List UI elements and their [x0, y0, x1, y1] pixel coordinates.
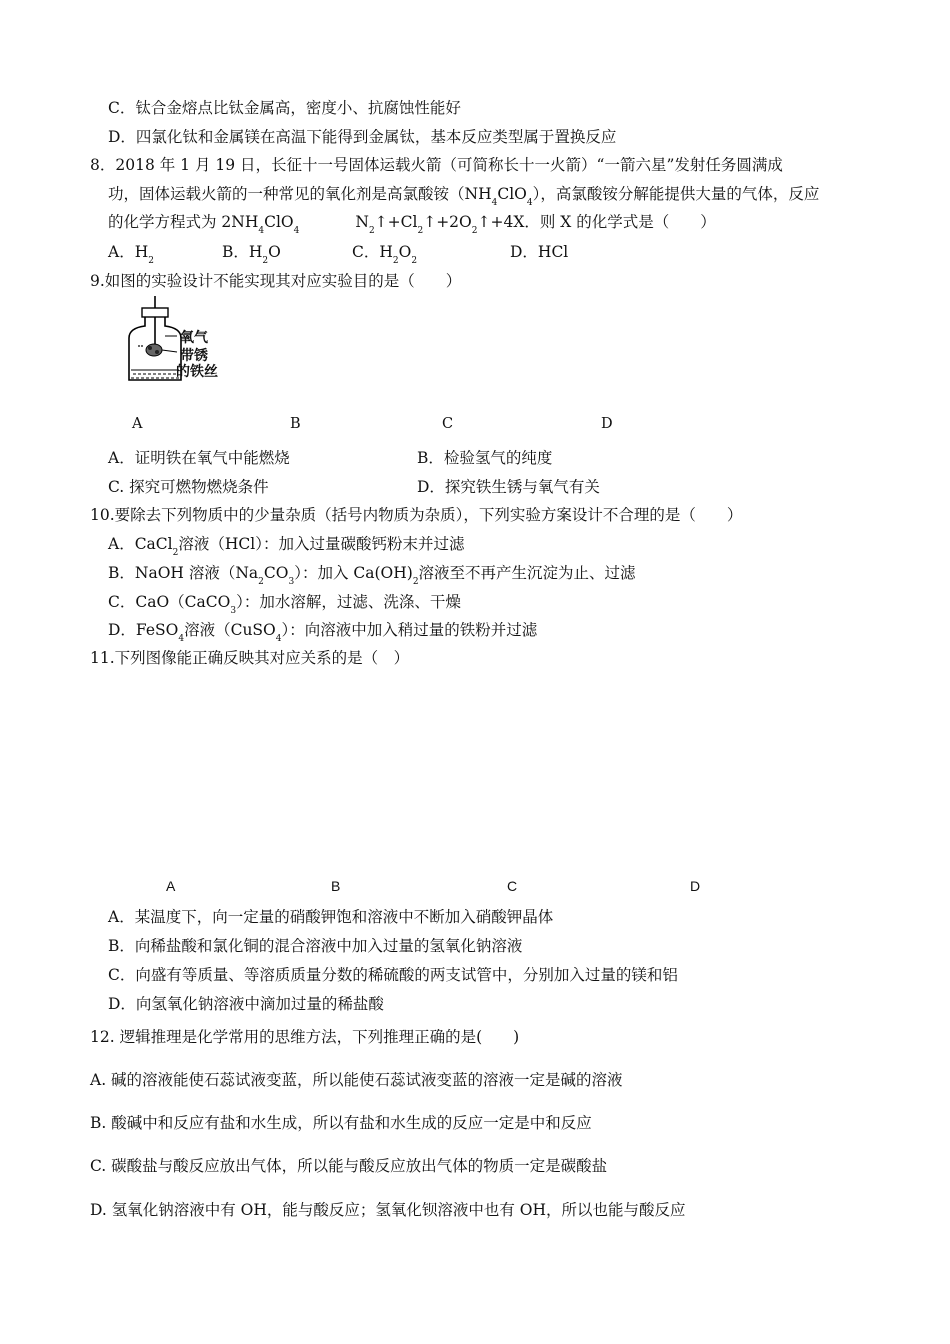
q9-figure-label-a: A — [132, 416, 143, 432]
stopper — [142, 308, 168, 317]
q8-option-c: C．$H_2O_2$ — [352, 243, 418, 266]
q8-equation-line: 的化学方程式为 $2NH_4ClO_4$ $N_2↑+Cl_2↑+2O_2↑+4X$．则 X 的化学式是（ ） — [108, 213, 716, 236]
q12-option-b: B. 酸碱中和反应有盐和水生成，所以有盐和水生成的反应一定是中和反应 — [90, 1114, 592, 1132]
q11-figure-label-d: D — [690, 878, 701, 894]
q9-figure-label-b: B — [290, 416, 301, 432]
q9-option-a: A．证明铁在氧气中能燃烧 — [108, 449, 290, 467]
q12-option-c: C. 碳酸盐与酸反应放出气体，所以能与酸反应放出气体的物质一定是碳酸盐 — [90, 1157, 608, 1175]
q11-option-b: B．向稀盐酸和氯化铜的混合溶液中加入过量的氢氧化钠溶液 — [108, 937, 523, 955]
q12-option-d: D. 氢氧化钠溶液中有 OH，能与酸反应；氢氧化钡溶液中也有 OH，所以也能与酸反应 — [90, 1201, 686, 1219]
q9-option-d: D．探究铁生锈与氧气有关 — [417, 478, 600, 496]
q10-option-b: B．NaOH 溶液$(Na_2CO_3)$：加入 $Ca(OH)_2$溶液至不再产生沉淀为止、过滤 — [108, 564, 636, 587]
q11-figure-label-c: C — [507, 878, 518, 894]
q8-stem-line1: 8．2018 年 1 月 19 日，长征十一号固体运载火箭（可简称长十一火箭）“一箭六星”发射任务圆满成 — [90, 156, 783, 174]
q9-figure-label-c: C — [442, 416, 454, 432]
q7-option-c: C．钛合金熔点比钛金属高，密度小、抗腐蚀性能好 — [108, 99, 461, 117]
q9-option-c: C. 探究可燃物燃烧条件 — [108, 478, 269, 496]
q11-stem: 11.下列图像能正确反映其对应关系的是（ ） — [90, 649, 410, 667]
q8-option-b: B．$H_2O$ — [222, 243, 281, 266]
q10-stem: 10.要除去下列物质中的少量杂质（括号内物质为杂质），下列实验方案设计不合理的是（ ） — [90, 506, 743, 524]
q12-option-a: A. 碱的溶液能使石蕊试液变蓝，所以能使石蕊试液变蓝的溶液一定是碱的溶液 — [90, 1071, 623, 1089]
q10-option-a: A．CaCl$_2$溶液（HCl）：加入过量碳酸钙粉末并过滤 — [108, 535, 465, 558]
q10-option-c: C．CaO（CaCO$_3$）：加水溶解，过滤、洗涤、干燥 — [108, 593, 461, 616]
q8-option-d: D．HCl — [510, 243, 569, 261]
q9-stem: 9.如图的实验设计不能实现其对应实验目的是（ ） — [90, 272, 462, 290]
q8-option-a: A．$H_2$ — [108, 243, 154, 266]
q11-option-d: D．向氢氧化钠溶液中滴加过量的稀盐酸 — [108, 995, 384, 1013]
rust-coil — [146, 344, 162, 356]
q12-stem: 12. 逻辑推理是化学常用的思维方法，下列推理正确的是( ) — [90, 1028, 520, 1046]
q10-option-d: D．FeSO$_4$溶液（CuSO$_4$）：向溶液中加入稍过量的铁粉并过滤 — [108, 621, 538, 644]
q8-stem-line2: 功，固体运载火箭的一种常见的氧化剂是高氯酸铵$(NH_4ClO_4)$，高氯酸铵分解能提供大量的气体，反应 — [108, 185, 820, 208]
fig-label-oxygen: 氧气 — [180, 329, 208, 345]
q7-option-d: D．四氯化钛和金属镁在高温下能得到金属钛，基本反应类型属于置换反应 — [108, 128, 617, 146]
q9-figure-label-d: D — [601, 416, 613, 432]
fig-label-rust: 带锈 — [180, 347, 208, 363]
q11-option-c: C．向盛有等质量、等溶质质量分数的稀硫酸的两支试管中，分别加入过量的镁和铝 — [108, 966, 678, 984]
q11-figure-label-a: A — [166, 878, 176, 894]
q11-figure-label-b: B — [331, 878, 341, 894]
q9-option-b: B．检验氢气的纯度 — [417, 449, 553, 467]
q11-option-a: A．某温度下，向一定量的硝酸钾饱和溶液中不断加入硝酸钾晶体 — [108, 908, 554, 926]
fig-label-iron-wire: 的铁丝 — [176, 363, 218, 379]
